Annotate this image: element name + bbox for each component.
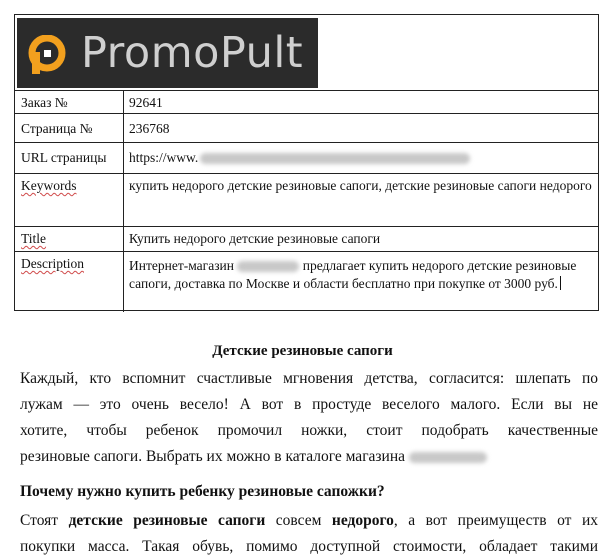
description-rest: предлагает купить недорого детские резиновые сапоги, доставка по Москве и области бесплатно при покупке от 3000 руб. [129,258,577,291]
article-subheading: Почему нужно купить ребенку резиновые сапожки? [20,483,385,500]
url-text: https://www. [129,150,199,165]
paragraph-line: Каждый, кто вспомнит счастливые мгновения детства, согласится: шлепать по [20,370,598,387]
article-heading: Детские резиновые сапоги [212,343,393,359]
label-page: Страница № [15,114,124,142]
logo-wordmark: PromoPult [81,28,304,78]
table-row-keywords [15,174,598,227]
value-keywords: купить недорого детские резиновые сапоги, детские резиновые сапоги недорого [129,178,592,193]
paragraph-line: покупки масса. Такая обувь, помимо доступной стоимости, обладает такими [20,538,598,555]
label-url: URL страницы [15,143,124,173]
article-paragraph-1 [20,366,598,470]
value-url [124,143,598,173]
paragraph-line: Стоят детские резиновые сапоги совсем недорого, а вот преимуществ от их [20,512,598,529]
table-row-description [15,252,598,312]
bold-keyword: детские резиновые сапоги [68,512,266,529]
text-cursor [560,276,561,290]
redacted-url [200,153,470,164]
label-description: Description [15,252,124,312]
paragraph-line-last: резиновые сапоги. Выбрать их можно в каталоге магазина [20,444,598,470]
value-description [124,252,598,312]
value-order: 92641 [129,95,163,110]
description-prefix: Интернет-магазин [129,258,234,273]
table-row-title [15,227,598,252]
label-title: Title [15,227,124,251]
value-title: Купить недорого детские резиновые сапоги [129,231,381,246]
table-row-url [15,143,598,174]
table-row-page [15,114,598,143]
value-page: 236768 [129,121,170,136]
promopult-logo [17,18,318,88]
bold-keyword: недорого [331,512,394,529]
paragraph-line: лужам — это очень весело! А вот в простуде веселого малого. Если вы не [20,396,598,413]
redacted-shop-name [237,261,299,272]
table-row-order [15,91,598,114]
promopult-logo-icon [27,35,73,75]
logo-row [15,15,598,91]
paragraph-line: хотите, чтобы ребенок промочил ножки, стоит подобрать качественные [20,422,598,439]
label-order: Заказ № [15,91,124,113]
order-info-table [14,14,599,311]
article-paragraph-2 [20,508,598,560]
label-keywords: Keywords [15,174,124,226]
redacted-shop-name-2 [409,452,487,463]
